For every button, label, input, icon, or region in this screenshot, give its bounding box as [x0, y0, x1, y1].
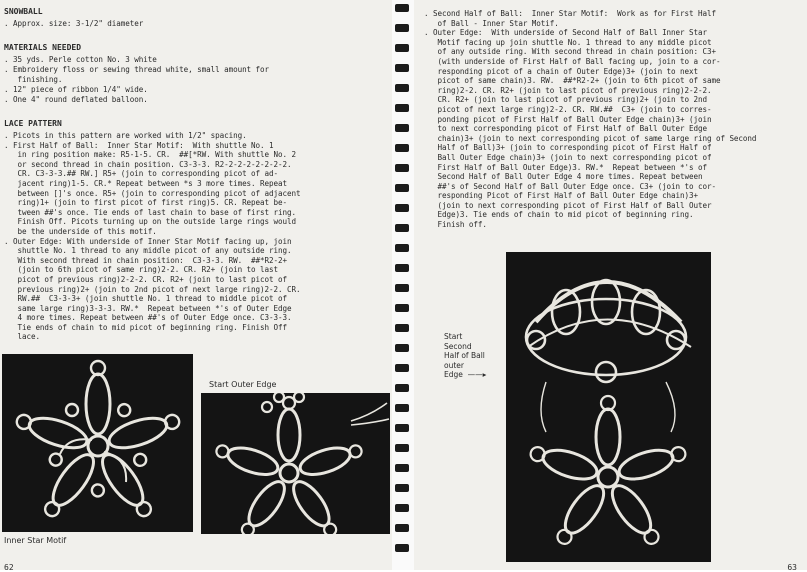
materials-item: . Embroidery floss or sewing thread white, small amount for finishing.: [4, 65, 270, 84]
binding-ring: [395, 224, 409, 232]
inner-star-motif-image: [2, 354, 193, 532]
binding-ring: [395, 124, 409, 132]
binding-ring: [395, 444, 409, 452]
binding-ring: [395, 144, 409, 152]
binding-ring: [395, 84, 409, 92]
binding-ring: [395, 304, 409, 312]
photo-caption-inner-star-motif: Inner Star Motif: [4, 536, 67, 545]
binding-ring: [395, 464, 409, 472]
snowball-assembly-image: [506, 252, 711, 562]
binding-ring: [395, 164, 409, 172]
start-outer-edge-photo: [201, 393, 390, 534]
binding-ring: [395, 44, 409, 52]
lace-pattern-heading: LACE PATTERN: [4, 119, 62, 128]
photo-caption-start-outer-edge: Start Outer Edge: [209, 380, 277, 389]
binding-ring: [395, 404, 409, 412]
lace-pattern-text: . Picots in this pattern are worked with 1/2" spacing. . First Half of Ball: Inner Star Motif: With shuttle No. 1 in ring position make: R5-1-5. CR. ##[*RW. With shuttle No. 2 or second thread in chain position. C3-3-3. R2-2-2-2-2-2-2-2. CR. C3-3-3.## RW.] R5+ (join to corresponding picot of ad- jacent ring)1-5. CR.* Repeat between *s 3 more times. Repeat between []'s once. R5+ (join to corresponding picot of adjacent ring)1+ (join to first picot of first ring)5. CR. Repeat be- tween ##'s once. Tie ends of last chain to base of first ring. Finish Off. Picots turning up on the outside large rings would be the underside of this motif. . Outer Edge: With underside of Inner Star Motif facing up, join shuttle No. 1 thread to any middle picot of any outside ring. With second thread in chain position: C3-3-3. RW. ##*R2-2+ (join to 6th picot of same ring)2-2. CR. R2+ (join to last picot of previous ring)2-2-2. CR. R2+ (join to last picot of previous ring)2+ (join to 2nd picot of next large ring)2-2. CR. RW.## C3-3-3+ (join shuttle No. 1 thread to middle picot of same large ring)3-3-3. RW.* Repeat between *'s of Outer Edge 4 more times. Repeat between ##'s of Outer Edge once. C3-3-3. Tie ends of chain to mid picot of beginning ring. Finish Off lace.: [4, 131, 301, 342]
binding-ring: [395, 204, 409, 212]
binding-ring: [395, 184, 409, 192]
binding-ring: [395, 344, 409, 352]
binding-ring: [395, 64, 409, 72]
size-line: . Approx. size: 3-1/2" diameter: [4, 19, 144, 28]
materials-item: . 12" piece of ribbon 1/4" wide.: [4, 85, 148, 94]
binding-ring: [395, 484, 409, 492]
binding-ring: [395, 284, 409, 292]
start-outer-edge-image: [201, 393, 390, 534]
binding-ring: [395, 264, 409, 272]
page-number-right: 63: [787, 563, 797, 572]
binding-ring: [395, 504, 409, 512]
inner-star-motif-photo: [2, 354, 193, 532]
binding-ring: [395, 424, 409, 432]
binding-ring: [395, 24, 409, 32]
binding-ring: [395, 524, 409, 532]
binding-ring: [395, 324, 409, 332]
left-page: [0, 0, 392, 570]
materials-item: . 35 yds. Perle cotton No. 3 white: [4, 55, 157, 64]
spiral-binding: [392, 0, 414, 570]
pattern-title: SNOWBALL: [4, 7, 43, 16]
binding-ring: [395, 364, 409, 372]
binding-ring: [395, 4, 409, 12]
binding-ring: [395, 544, 409, 552]
page-number-left: 62: [4, 563, 14, 572]
materials-heading: MATERIALS NEEDED: [4, 43, 82, 52]
binding-ring: [395, 384, 409, 392]
materials-item: . One 4" round deflated balloon.: [4, 95, 148, 104]
right-page: [414, 0, 807, 570]
snowball-assembly-photo: [506, 252, 711, 562]
binding-ring: [395, 244, 409, 252]
second-half-text: . Second Half of Ball: Inner Star Motif: Work as for First Half of Ball - Inner Star Motif. . Outer Edge: With underside of Second Half of Ball Inner Star Motif facing up join shuttle No. 1 thread to any middle picot of any outside ring. With second thread in chain position: C3+ (with underside of First Half of Ball facing up, join to a cor- responding picot of a chain of Outer Edge)3+ (join to next picot of same chain)3. RW. ##*R2-2+ (join to 6th picot of same ring)2-2. CR. R2+ (join to last picot of previous ring)2-2-2. CR. R2+ (join to last picot of previous ring)2+ (join to 2nd picot of next large ring)2-2. CR. RW.## C3+ (join to corres- ponding picot of First Half of Ball Outer Edge chain)3+ (join to next corresponding picot of First Half of Ball Outer Edge chain)3+ (join to next corresponding picot of same large ring of Second Half of Ball)3+ (join to corresponding picot of First Half of Ball Outer Edge chain)3+ (join to next corresponding picot of First Half of Ball Outer Edge)3. RW.* Repeat between *'s of Second Half of Ball Outer Edge 4 more times. Repeat between ##'s of Second Half of Ball Outer Edge once. C3+ (join to cor- responding Picot of First Half of Ball Outer Edge chain)3+ (join to next corresponding picot of First Half of Ball Outer Edge)3. Tie ends of chain to mid picot of beginning ring. Finish off.: [424, 9, 757, 230]
start-second-half-label: Start Second Half of Ball outer Edge ——▸: [444, 332, 487, 379]
binding-ring: [395, 104, 409, 112]
